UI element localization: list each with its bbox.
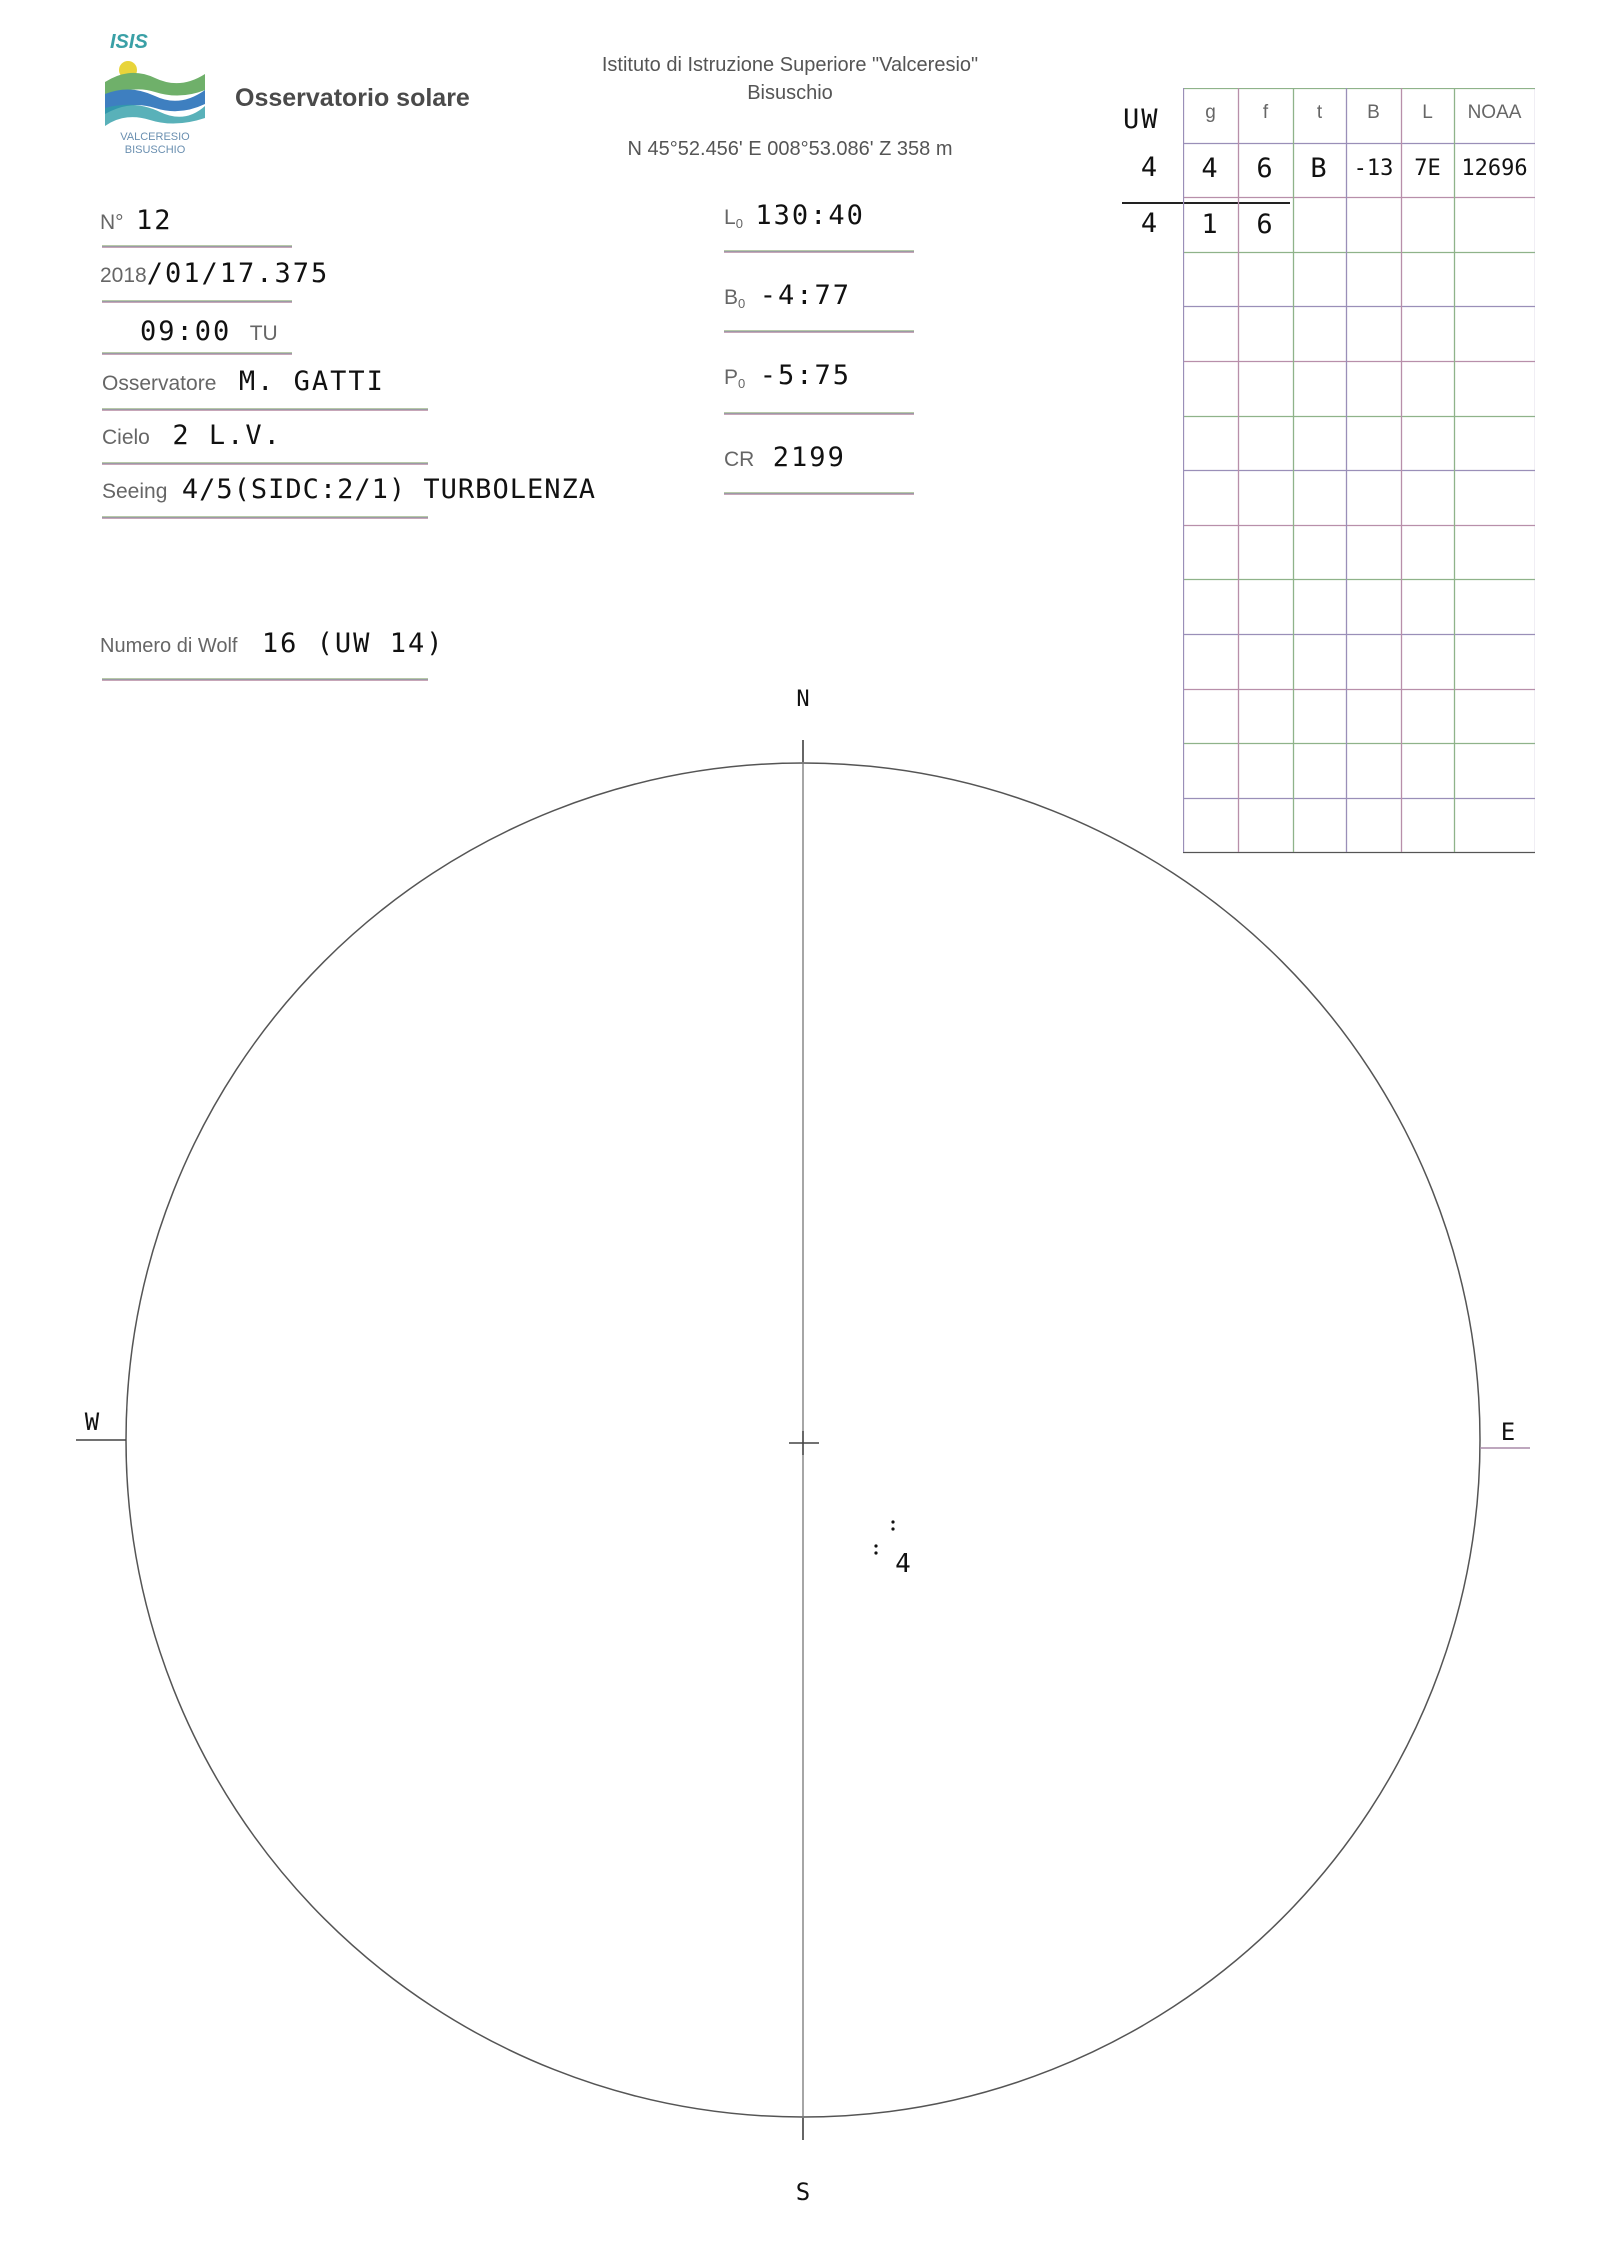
time-value: 09:00 (140, 316, 232, 347)
b0-label: B (724, 286, 739, 309)
north-label: N (796, 687, 810, 712)
col-b: B (1367, 102, 1380, 123)
p0-sub: 0 (738, 376, 746, 392)
observatory-title: Osservatorio solare (235, 84, 470, 112)
p0-label: P (724, 366, 739, 389)
cell-r2-g: 1 (1201, 209, 1220, 240)
institute-town: Bisuschio (747, 82, 833, 104)
cell-r1-g: 4 (1201, 153, 1220, 184)
sunspot (891, 1527, 894, 1530)
date-prefix: 2018 (100, 264, 147, 287)
number-label: N° (100, 211, 124, 234)
wolf-label: Numero di Wolf (100, 635, 238, 657)
west-label: W (84, 1408, 100, 1436)
east-label: E (1500, 1418, 1516, 1446)
col-g: g (1205, 102, 1216, 123)
seeing-value: 4/5(SIDC:2/1) TURBOLENZA (181, 474, 596, 505)
cell-r1-b: -13 (1353, 156, 1394, 181)
sunspot (891, 1520, 894, 1523)
cell-r1-l: 7E (1414, 156, 1441, 181)
observer-label: Osservatore (102, 372, 217, 395)
col-t: t (1316, 102, 1323, 123)
col-f: f (1262, 102, 1269, 123)
group-label: 4 (895, 1549, 911, 1579)
uw-row-1: 4 (1140, 152, 1160, 183)
seeing-label: Seeing (102, 480, 168, 503)
l0-label: L (724, 206, 736, 229)
sunspot (874, 1551, 877, 1554)
logo-caption-1: VALCERESIO (120, 131, 190, 143)
l0-value: 130:40 (755, 200, 865, 231)
logo-caption-2: BISUSCHIO (124, 144, 186, 156)
sky-value: 2 L.V. (172, 420, 282, 451)
sunspot (874, 1544, 877, 1547)
l0-sub: 0 (735, 216, 743, 232)
col-noaa: NOAA (1467, 102, 1522, 123)
date-value: /01/17.375 (146, 258, 330, 289)
institute-name: Istituto di Istruzione Superiore "Valceresio" (601, 54, 979, 76)
observer-value: M. GATTI (238, 366, 385, 397)
observatory-coordinates: N 45°52.456' E 008°53.086' Z 358 m (627, 138, 953, 160)
cell-r1-noaa: 12696 (1461, 156, 1528, 181)
cr-value: 2199 (772, 442, 846, 473)
cell-r2-f: 6 (1256, 209, 1275, 240)
south-label: S (795, 2178, 811, 2206)
sky-label: Cielo (102, 426, 150, 449)
cell-r1-f: 6 (1256, 153, 1275, 184)
logo-text: ISIS (110, 31, 148, 53)
col-l: L (1422, 102, 1433, 123)
p0-value: -5:75 (759, 360, 851, 391)
b0-sub: 0 (738, 296, 746, 312)
time-unit: TU (249, 322, 278, 345)
uw-row-2: 4 (1140, 208, 1160, 239)
wolf-value: 16 (UW 14) (261, 628, 445, 659)
uw-header: UW (1123, 104, 1160, 135)
cr-label: CR (724, 448, 755, 471)
b0-value: -4:77 (759, 280, 851, 311)
number-value: 12 (136, 205, 173, 236)
cell-r1-t: B (1310, 153, 1329, 184)
